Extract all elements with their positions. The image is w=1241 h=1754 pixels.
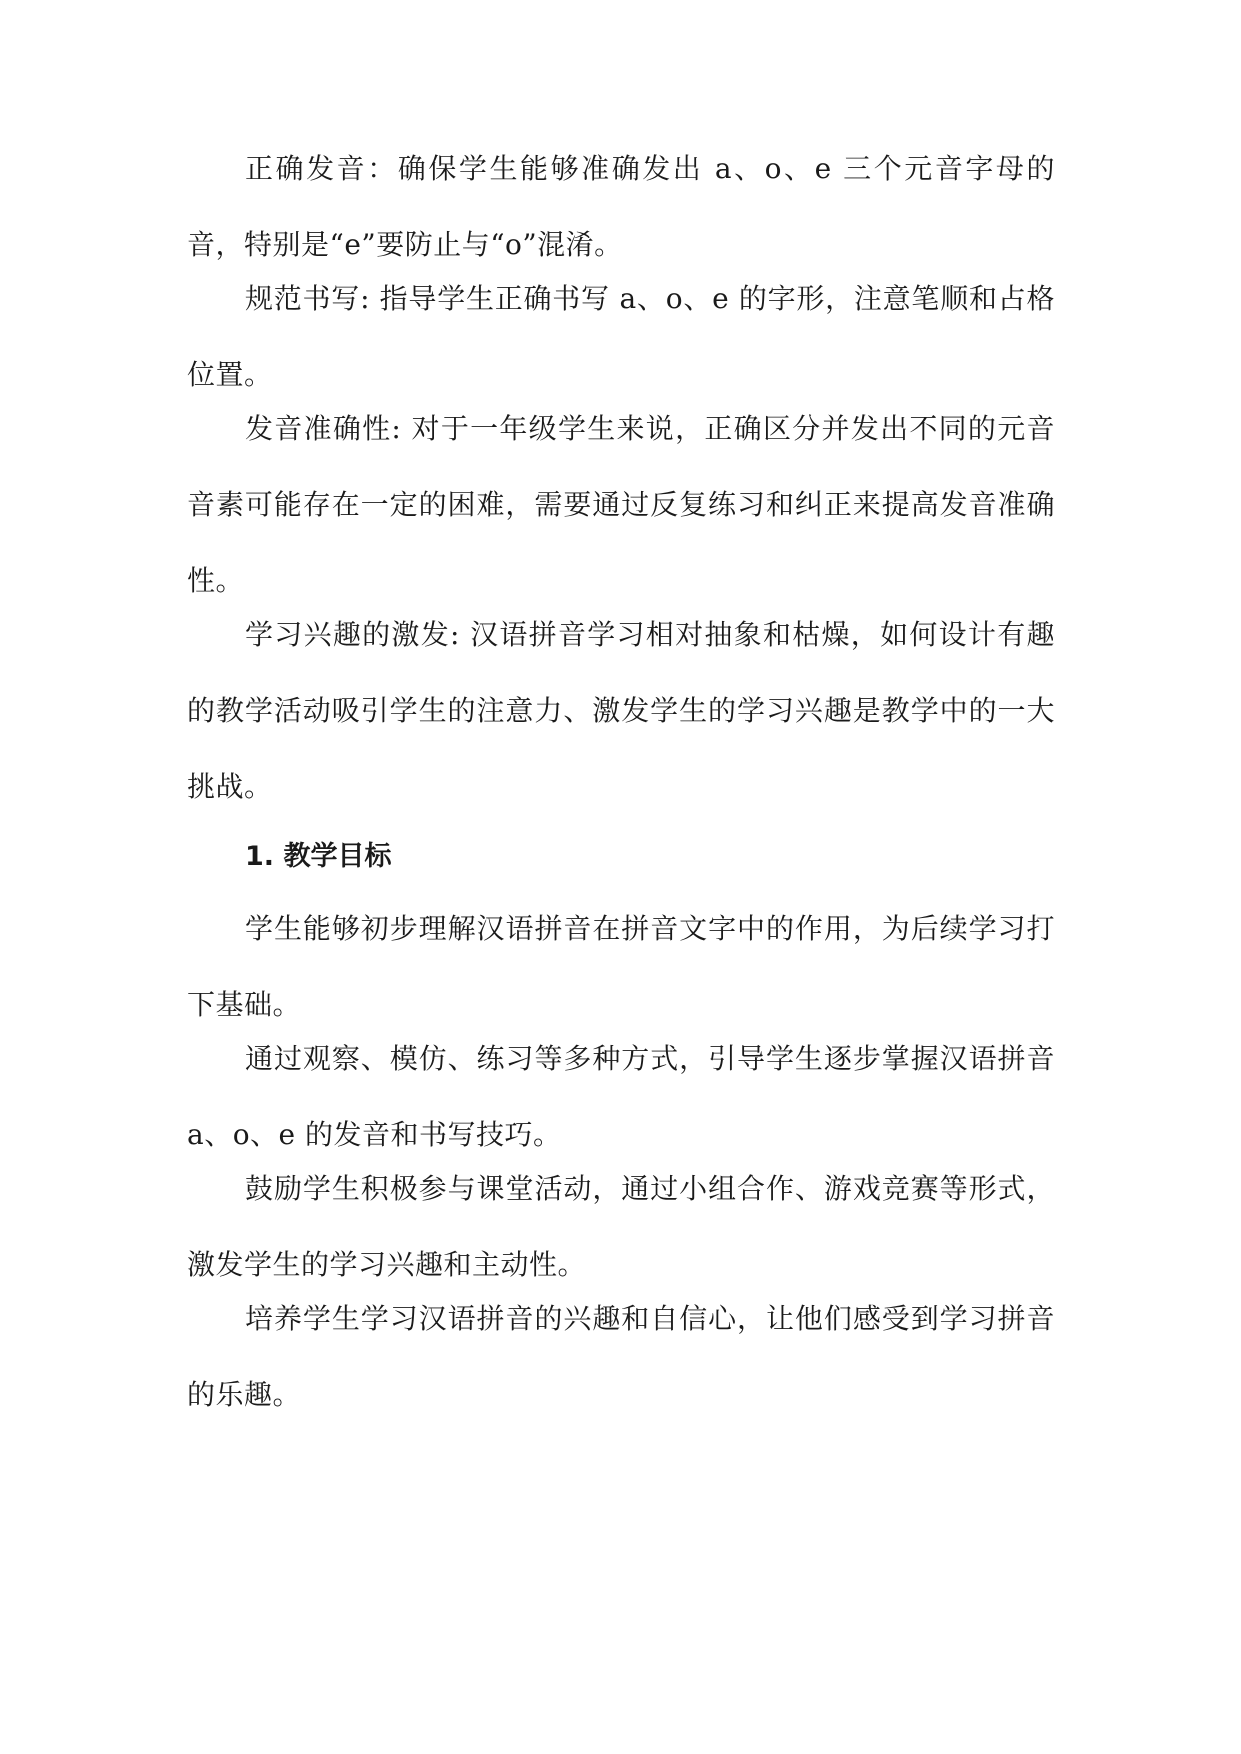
- section-heading: 1. 教学目标: [245, 841, 392, 872]
- paragraph-interest: 学习兴趣的激发: 汉语拼音学习相对抽象和枯燥，如何设计有趣的教学活动吸引学生的注意力、激发学生的学习兴趣是教学中的一大挑战。: [187, 618, 1055, 803]
- paragraph-accuracy: 发音准确性: 对于一年级学生来说，正确区分并发出不同的元音音素可能存在一定的困难，需要通过反复练习和纠正来提高发音准确性。: [187, 412, 1055, 597]
- paragraph-pronunciation: 正确发音：确保学生能够准确发出 a、o、e 三个元音字母的音，特别是“e”要防止与“o”混淆。: [187, 152, 1055, 261]
- paragraph-goal-methods: 通过观察、模仿、练习等多种方式，引导学生逐步掌握汉语拼音 a、o、e 的发音和书写技巧。: [187, 1042, 1055, 1151]
- paragraph-goal-confidence: 培养学生学习汉语拼音的兴趣和自信心，让他们感受到学习拼音的乐趣。: [187, 1302, 1055, 1411]
- paragraph-writing: 规范书写: 指导学生正确书写 a、o、e 的字形，注意笔顺和占格位置。: [187, 282, 1055, 391]
- paragraph-goal-understanding: 学生能够初步理解汉语拼音在拼音文字中的作用，为后续学习打下基础。: [187, 912, 1055, 1021]
- paragraph-goal-participation: 鼓励学生积极参与课堂活动，通过小组合作、游戏竞赛等形式，激发学生的学习兴趣和主动性。: [187, 1172, 1055, 1281]
